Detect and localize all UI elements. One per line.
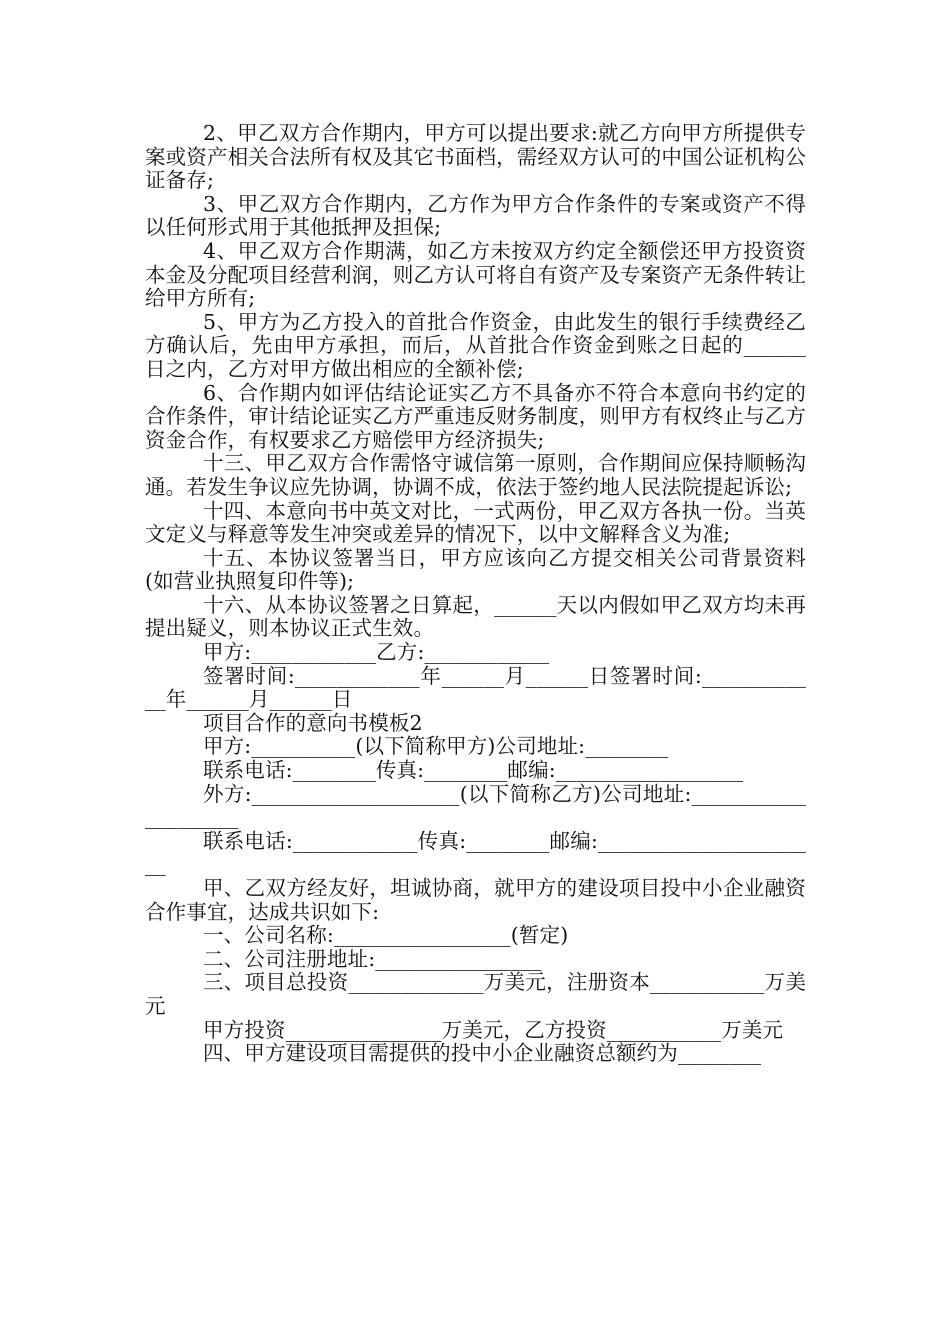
clause-2: 2、甲乙双方合作期内，甲方可以提出要求:就乙方向甲方所提供专案或资产相关合法所有权及其它书面档，需经双方认可的中国公证机构公证备存; [145, 121, 806, 193]
clause-13: 十三、甲乙双方合作需恪守诚信第一原则，合作期间应保持顺畅沟通。若发生争议应先协调，协调不成，依法于签约地人民法院提起诉讼; [145, 451, 806, 499]
item-financing-total: 四、甲方建设项目需提供的投中小企业融资总额约为________ [203, 1041, 762, 1066]
clause-14: 十四、本意向书中英文对比，一式两份，甲乙双方各执一份。当英文定义与释意等发生冲突或差异的情况下，以中文解释含义为准; [145, 498, 806, 547]
item-registered-address: 二、公司注册地址:________________ [203, 946, 542, 971]
party-signature-line: 甲方:____________乙方:____________ [203, 640, 550, 665]
clause-3: 3、甲乙双方合作期内，乙方作为甲方合作条件的专案或资产不得以任何形式用于其他抵押及担保; [145, 191, 806, 240]
clause-6: 6、合作期内如评估结论证实乙方不具备亦不符合本意向书约定的合作条件，审计结论证实乙方严重违反财务制度，则甲方有权终止与乙方资金合作，有权要求乙方赔偿甲方经济损失; [145, 380, 806, 452]
clause-4: 4、甲乙双方合作期满，如乙方未按双方约定全额偿还甲方投资资本金及分配项目经营利润，则乙方认可将自有资产及专案资产无条件转让给甲方所有; [145, 238, 806, 311]
party-b-info: 外方:____________________(以下简称乙方)公司地址:____________________ [145, 781, 806, 830]
clause-15: 十五、本协议签署当日，甲方应该向乙方提交相关公司背景资料(如营业执照复印件等); [145, 545, 806, 594]
clause-5: 5、甲方为乙方投入的首批合作资金，由此发生的银行手续费经乙方确认后，先由甲方承担，而后，从首批合作资金到账之日起的______日之内，乙方对甲方做出相应的全额补偿; [145, 309, 806, 381]
party-a-info: 甲方:__________(以下简称甲方)公司地址:________ [203, 734, 669, 759]
clause-16: 十六、从本协议签署之日算起，______天以内假如甲乙双方均未再提出疑义，则本协议正式生效。 [145, 592, 806, 641]
signing-date-line: 签署时间:____________年______月______日签署时间:____________年______月______日 [145, 663, 806, 712]
item-total-investment: 三、项目总投资_____________万美元，注册资本___________万美元 [145, 970, 806, 1018]
item-party-investment: 甲方投资_______________万美元，乙方投资___________万美元 [203, 1017, 784, 1042]
party-a-contact: 联系电话:________传真:________邮编:__________________ [203, 758, 743, 783]
template-2-title: 项目合作的意向书模板2 [203, 710, 423, 735]
item-company-name: 一、公司名称:_________________(暂定) [203, 923, 569, 948]
preamble: 甲、乙双方经友好，坦诚协商，就甲方的建设项目投中小企业融资合作事宜，达成共识如下: [145, 876, 806, 924]
party-b-contact: 联系电话:____________传真:________邮编:______________________ [145, 828, 806, 877]
